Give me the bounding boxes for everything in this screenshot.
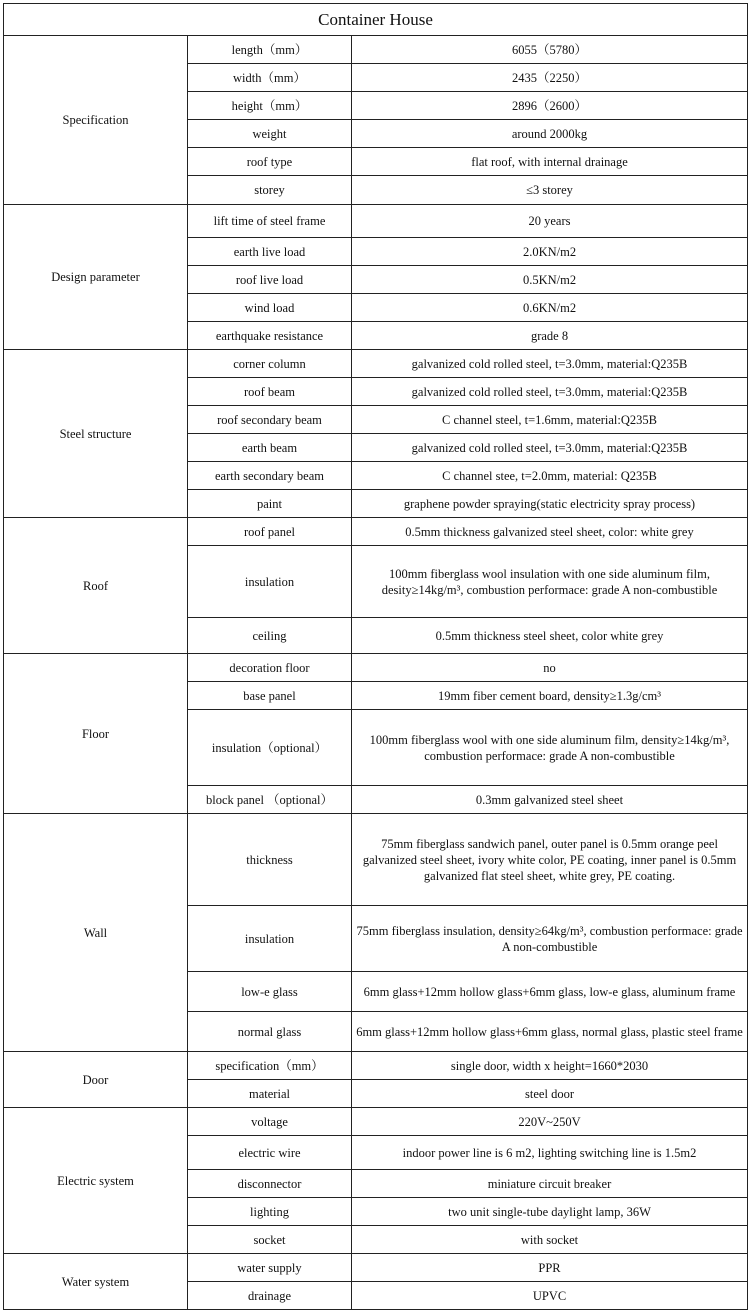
- row-item-value: UPVC: [352, 1282, 748, 1310]
- row-item-label: roof live load: [188, 266, 352, 294]
- row-item-value: 100mm fiberglass wool insulation with one side aluminum film, desity≥14kg/m³, combustion performace: grade A non-combustible: [352, 546, 748, 618]
- row-item-value: 6mm glass+12mm hollow glass+6mm glass, normal glass, plastic steel frame: [352, 1012, 748, 1052]
- row-item-label: insulation: [188, 546, 352, 618]
- row-item-label: earthquake resistance: [188, 322, 352, 350]
- section-category: Water system: [4, 1254, 188, 1310]
- table-row: [4, 1254, 748, 1282]
- table-row: [4, 36, 748, 64]
- row-item-label: material: [188, 1080, 352, 1108]
- row-item-value: 0.5mm thickness steel sheet, color white grey: [352, 618, 748, 654]
- row-item-label: earth secondary beam: [188, 462, 352, 490]
- section-category: Steel structure: [4, 350, 188, 518]
- row-item-value: 0.6KN/m2: [352, 294, 748, 322]
- row-item-label: roof panel: [188, 518, 352, 546]
- row-item-value: galvanized cold rolled steel, t=3.0mm, material:Q235B: [352, 378, 748, 406]
- row-item-value: 75mm fiberglass insulation, density≥64kg/m³, combustion performace: grade A non-combustible: [352, 906, 748, 972]
- row-item-label: voltage: [188, 1108, 352, 1136]
- row-item-value: single door, width x height=1660*2030: [352, 1052, 748, 1080]
- table-row: [4, 1052, 748, 1080]
- row-item-label: insulation: [188, 906, 352, 972]
- row-item-label: storey: [188, 176, 352, 205]
- row-item-label: disconnector: [188, 1170, 352, 1198]
- row-item-label: normal glass: [188, 1012, 352, 1052]
- row-item-label: insulation（optional）: [188, 710, 352, 786]
- table-row: [4, 654, 748, 682]
- row-item-value: 75mm fiberglass sandwich panel, outer panel is 0.5mm orange peel galvanized steel sheet, ivory white color, PE coating, inner panel is 0.5mm galvanized flat steel sheet, white grey, PE coating.: [352, 814, 748, 906]
- row-item-label: base panel: [188, 682, 352, 710]
- row-item-label: earth live load: [188, 238, 352, 266]
- section-category: Design parameter: [4, 205, 188, 350]
- row-item-value: 6mm glass+12mm hollow glass+6mm glass, low-e glass, aluminum frame: [352, 972, 748, 1012]
- section-category: Roof: [4, 518, 188, 654]
- row-item-label: electric wire: [188, 1136, 352, 1170]
- table-row: [4, 814, 748, 906]
- row-item-label: roof beam: [188, 378, 352, 406]
- row-item-label: corner column: [188, 350, 352, 378]
- row-item-value: steel door: [352, 1080, 748, 1108]
- table-row: [4, 350, 748, 378]
- row-item-value: 2435（2250）: [352, 64, 748, 92]
- row-item-label: thickness: [188, 814, 352, 906]
- row-item-label: water supply: [188, 1254, 352, 1282]
- row-item-value: around 2000kg: [352, 120, 748, 148]
- title-row: [4, 4, 748, 36]
- row-item-value: 19mm fiber cement board, density≥1.3g/cm³: [352, 682, 748, 710]
- row-item-label: length（mm）: [188, 36, 352, 64]
- row-item-value: indoor power line is 6 m2, lighting switching line is 1.5m2: [352, 1136, 748, 1170]
- row-item-value: 2896（2600）: [352, 92, 748, 120]
- row-item-value: 0.5mm thickness galvanized steel sheet, color: white grey: [352, 518, 748, 546]
- row-item-value: C channel steel, t=1.6mm, material:Q235B: [352, 406, 748, 434]
- row-item-label: socket: [188, 1226, 352, 1254]
- row-item-label: ceiling: [188, 618, 352, 654]
- row-item-label: height（mm）: [188, 92, 352, 120]
- row-item-value: miniature circuit breaker: [352, 1170, 748, 1198]
- section-category: Specification: [4, 36, 188, 205]
- container-house-spec-table: [3, 3, 748, 1310]
- row-item-label: drainage: [188, 1282, 352, 1310]
- row-item-label: lighting: [188, 1198, 352, 1226]
- row-item-value: graphene powder spraying(static electricity spray process): [352, 490, 748, 518]
- section-category: Floor: [4, 654, 188, 814]
- row-item-value: 0.5KN/m2: [352, 266, 748, 294]
- row-item-value: ≤3 storey: [352, 176, 748, 205]
- row-item-value: PPR: [352, 1254, 748, 1282]
- section-category: Electric system: [4, 1108, 188, 1254]
- table-row: [4, 1108, 748, 1136]
- row-item-value: two unit single-tube daylight lamp, 36W: [352, 1198, 748, 1226]
- row-item-value: galvanized cold rolled steel, t=3.0mm, material:Q235B: [352, 434, 748, 462]
- row-item-value: galvanized cold rolled steel, t=3.0mm, material:Q235B: [352, 350, 748, 378]
- row-item-label: specification（mm）: [188, 1052, 352, 1080]
- row-item-label: block panel （optional）: [188, 786, 352, 814]
- row-item-value: 100mm fiberglass wool with one side aluminum film, density≥14kg/m³, combustion performace: grade A non-combustible: [352, 710, 748, 786]
- row-item-label: decoration floor: [188, 654, 352, 682]
- table-row: [4, 518, 748, 546]
- section-category: Wall: [4, 814, 188, 1052]
- row-item-label: wind load: [188, 294, 352, 322]
- row-item-value: with socket: [352, 1226, 748, 1254]
- row-item-value: 0.3mm galvanized steel sheet: [352, 786, 748, 814]
- row-item-label: roof secondary beam: [188, 406, 352, 434]
- row-item-label: roof type: [188, 148, 352, 176]
- row-item-label: weight: [188, 120, 352, 148]
- table-title: Container House: [4, 4, 748, 36]
- row-item-value: 220V~250V: [352, 1108, 748, 1136]
- table-row: [4, 205, 748, 238]
- row-item-label: paint: [188, 490, 352, 518]
- row-item-label: lift time of steel frame: [188, 205, 352, 238]
- row-item-value: 20 years: [352, 205, 748, 238]
- row-item-value: 6055（5780）: [352, 36, 748, 64]
- row-item-value: grade 8: [352, 322, 748, 350]
- row-item-label: earth beam: [188, 434, 352, 462]
- row-item-value: no: [352, 654, 748, 682]
- row-item-value: 2.0KN/m2: [352, 238, 748, 266]
- row-item-label: width（mm）: [188, 64, 352, 92]
- section-category: Door: [4, 1052, 188, 1108]
- row-item-value: C channel stee, t=2.0mm, material: Q235B: [352, 462, 748, 490]
- row-item-value: flat roof, with internal drainage: [352, 148, 748, 176]
- row-item-label: low-e glass: [188, 972, 352, 1012]
